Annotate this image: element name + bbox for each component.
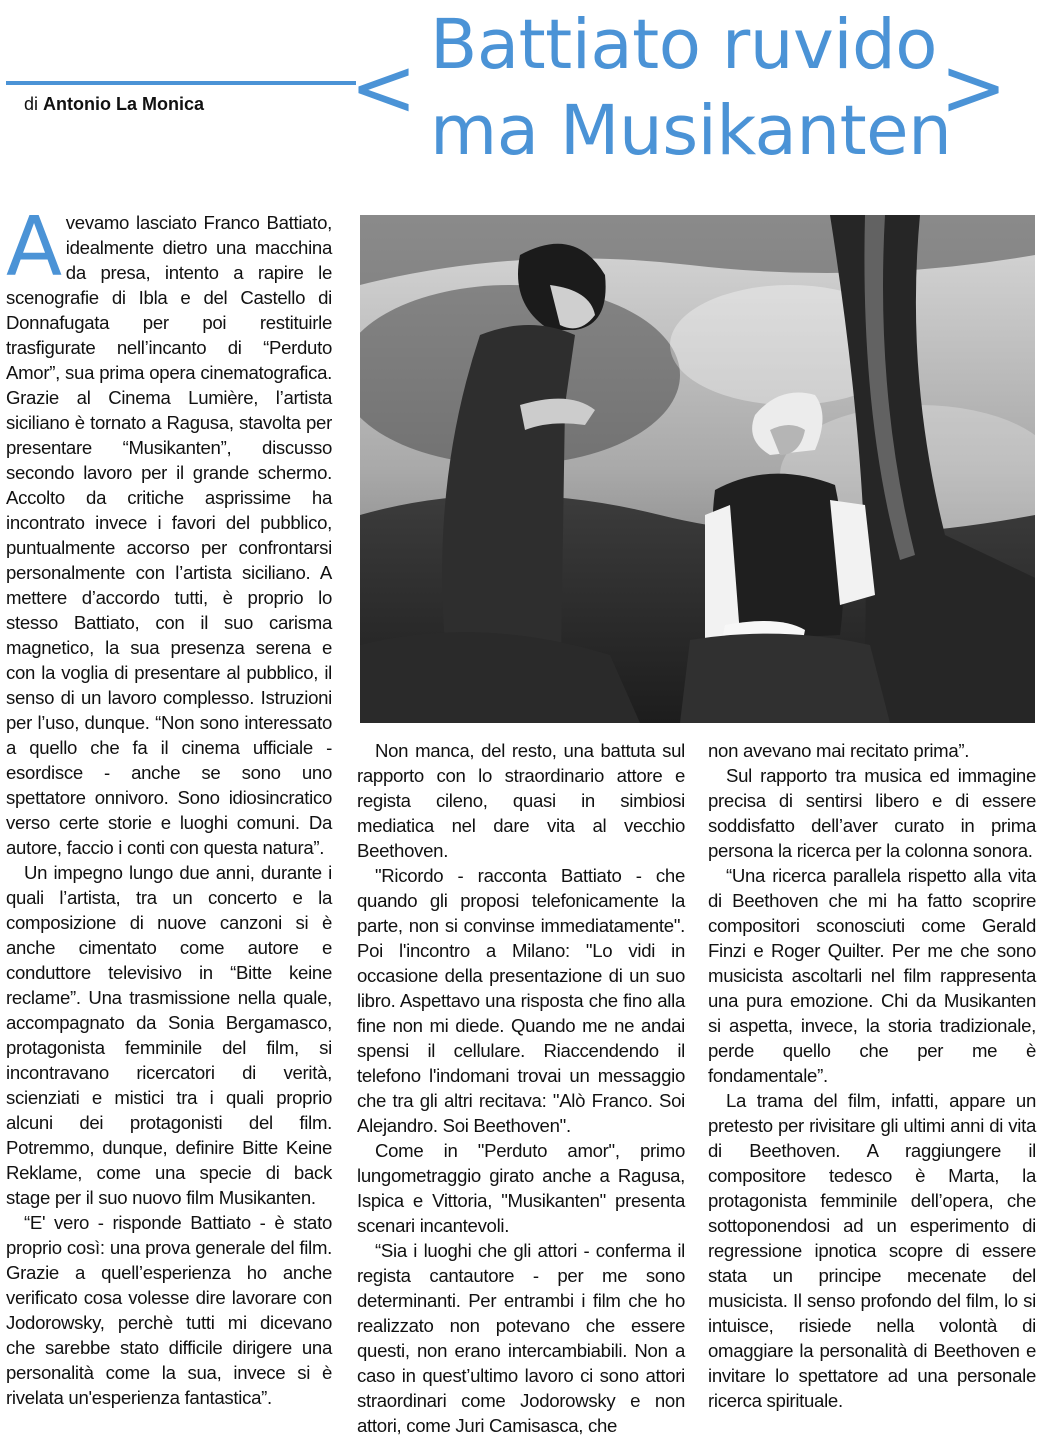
byline-prefix: di	[24, 94, 39, 114]
drop-cap: A	[6, 200, 62, 295]
title-line-2: ma Musikanten	[430, 91, 952, 171]
right-chevron-icon: >	[940, 41, 1008, 134]
paragraph: Come in "Perduto amor", primo lungometraggio girato anche a Ragusa, Ispica e Vittoria, "Musikanten" presenta scenari incantevoli.	[357, 1140, 685, 1236]
paragraph: Non manca, del resto, una battuta sul rapporto con lo straordinario attore e regista cileno, quasi in simbiosi mediatica nel dare vita al vecchio Beethoven.	[357, 740, 685, 861]
column-3	[708, 738, 1036, 1413]
column-1	[6, 200, 332, 1410]
article-title	[430, 2, 950, 174]
paragraph: “Sia i luoghi che gli attori - conferma il regista cantautore - per me sono determinanti. Per entrambi i film che ho realizzato non potevano che essere questi, non erano intercambiabili. Non a caso in quest’ultimo lavoro ci sono attori straordinari come Jodorowsky e non attori, come Juri Camisasca, che	[357, 1240, 685, 1436]
title-line-1: Battiato ruvido	[430, 5, 938, 85]
paragraph: "Ricordo - racconta Battiato - che quando gli proposi telefonicamente la parte, non si convinse immediatamente". Poi l'incontro a Milano: "Lo vidi in occasione della presentazione di un suo libro. Aspettavo una risposta che fino alla fine non mi diede. Quando me ne andai spensi il cellulare. Riaccendendo il telefono l'indomani trovai un messaggio che tra gli altri recitava: "Alò Franco. Soi Alejandro. Soi Beethoven".	[357, 865, 685, 1136]
paragraph: La trama del film, infatti, appare un pretesto per rivisitare gli ultimi anni di vita di Beethoven. A raggiungere il compositore tedesco è Marta, la protagonista femminile dell’opera, che sottoponendosi ad un esperimento di regressione ipnotica scopre di essere stata un principe mecenate del musicista. Il senso profondo del film, lo si intuisce, risiede nella volontà di omaggiare la personalità di Beethoven e invitare lo spettatore ad una personale ricerca spirituale.	[708, 1090, 1036, 1411]
paragraph: Avevamo lasciato Franco Battiato, idealmente dietro una macchina da presa, intento a rapire le scenografie di Ibla e del Castello di Donnafugata per poi restituirle trasfigurate nell’incanto di “Perduto Amor”, sua prima opera cinematografica. Grazie al Cinema Lumière, l’artista siciliano è tornato a Ragusa, stavolta per presentare “Musikanten”, discusso secondo lavoro per il grande schermo. Accolto da critiche asprissime ha incontrato invece i favori del pubblico, puntualmente accorso per confrontarsi personalmente con l’artista siciliano. A mettere d’accordo tutti, è proprio lo stesso Battiato, con il suo carisma magnetico, la sua presenza serena e con la voglia di presentare al pubblico, il senso di un lavoro complesso. Istruzioni per l’uso, dunque. “Non sono interessato a quello che fa il cinema ufficiale - esordisce - anche se sono uno spettatore onnivoro. Sono idiosincratico verso certe storie e luoghi comuni. Da autore, faccio i conti con questa natura”.	[6, 200, 332, 858]
paragraph: “Una ricerca parallela rispetto alla vita di Beethoven che mi ha fatto scoprire compositori sconosciuti come Gerald Finzi e Roger Quilter. Per me che sono musicista ascoltarli nel film rappresenta una pura emozione. Chi da Musikanten si aspetta, invece, la storia tradizionale, perde quello che per me è fondamentale”.	[708, 865, 1036, 1086]
paragraph: “E' vero - risponde Battiato - è stato proprio così: una prova generale del film. Grazie a quell’esperienza ho anche verificato cosa volesse dire lavorare con Jodorowsky, perchè tutti mi dicevano che sarebbe stato difficile dirigere una personalità come la sua, invece si è rivelata un'esperienza fantastica”.	[6, 1212, 332, 1408]
byline	[24, 94, 204, 115]
paragraph: Un impegno lungo due anni, durante i quali l’artista, tra un concerto e la composizione di nuove canzoni si è anche cimentato come autore e conduttore televisivo in “Bitte keine reclame”. Una trasmissione nella quale, accompagnato da Sonia Bergamasco, protagonista femminile del film, si incontravano ricercatori di verità, scienziati e mistici tra i quali proprio alcuni dei protagonisti del film. Potremmo, dunque, definire Bitte Keine Reklame, come una specie di back stage per il suo nuovo film Musikanten.	[6, 862, 332, 1208]
left-chevron-icon: <	[350, 41, 418, 134]
header-rule	[6, 81, 356, 85]
paragraph: Sul rapporto tra musica ed immagine precisa di sentirsi libero e di essere soddisfatto dell’aver curato in prima persona la ricerca per la colonna sonora.	[708, 765, 1036, 861]
paragraph: non avevano mai recitato prima”.	[708, 740, 970, 761]
author-name: Antonio La Monica	[43, 94, 205, 114]
column-2	[357, 738, 685, 1438]
article-photo	[360, 215, 1035, 723]
